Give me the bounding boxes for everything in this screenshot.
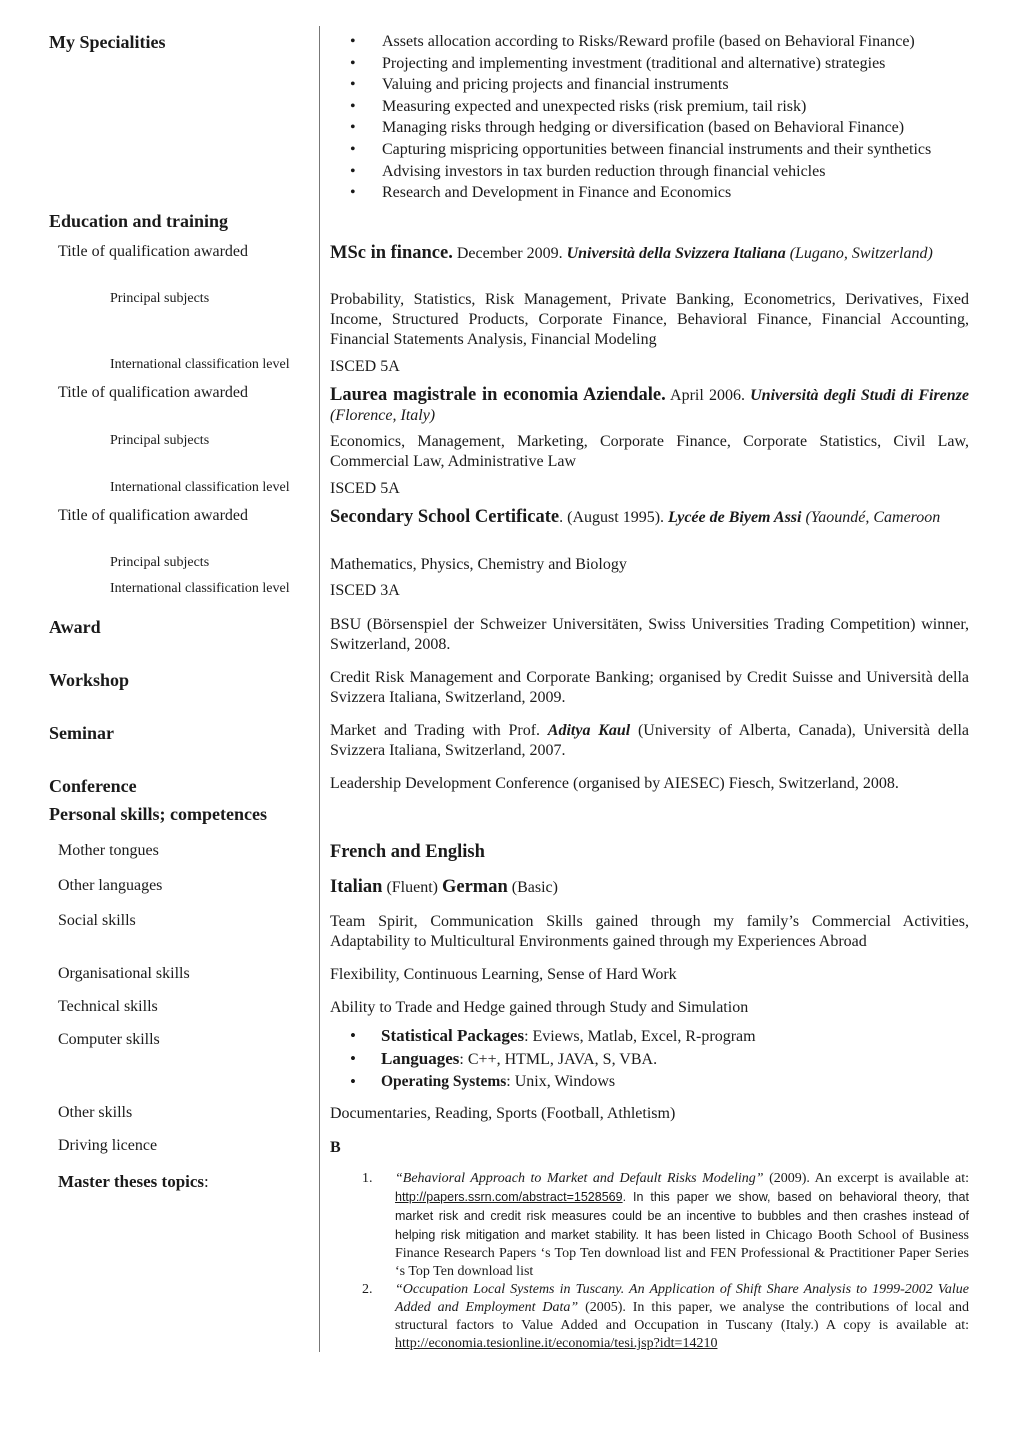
seminar-heading: Seminar — [49, 723, 114, 743]
laurea-level: ISCED 5A — [330, 480, 400, 497]
laurea-degree: Laurea magistrale in economia Aziendale. — [330, 385, 666, 405]
theses-heading-wrap — [58, 1171, 209, 1192]
laurea-place: (Florence, Italy) — [330, 407, 436, 424]
list-item: • Capturing mispricing opportunities between financial instruments and their synthetics — [350, 139, 980, 161]
secondary-subjects: Mathematics, Physics, Chemistry and Biology — [330, 556, 627, 573]
secondary-level-label: International classification level — [110, 581, 290, 596]
msc-title-label: Title of qualification awarded — [58, 243, 249, 260]
msc-level: ISCED 5A — [330, 358, 400, 375]
list-item: • Measuring expected and unexpected risks (risk premium, tail risk) — [350, 96, 980, 118]
msc-school: Università della Svizzera Italiana — [566, 245, 786, 262]
list-item: • Research and Development in Finance and Economics — [350, 182, 980, 204]
msc-date: December 2009. — [452, 245, 567, 262]
award-heading: Award — [49, 617, 101, 637]
msc-subjects-label: Principal subjects — [110, 291, 210, 306]
secondary-date: . (August 1995). — [559, 509, 669, 526]
secondary-place: (Yaoundé, Cameroon — [801, 509, 941, 526]
computer-skills-list — [350, 1025, 970, 1093]
msc-place: (Lugano, Switzerland) — [785, 245, 933, 262]
list-item — [362, 1281, 969, 1353]
list-item — [362, 1170, 969, 1281]
secondary-title-label: Title of qualification awarded — [58, 507, 249, 524]
computer-skill-value: : C++, HTML, JAVA, S, VBA. — [459, 1051, 658, 1068]
organisational-skills-label: Organisational skills — [58, 965, 190, 982]
thesis-description: . In this paper we show, based on behavioral theory, that market risk and credit risk measures could be an incentive to bubbles and then crashes instead of helping risk mitigation and market stability. It has been listed in — [395, 1190, 969, 1242]
education-heading: Education and training — [49, 211, 229, 231]
secondary-level: ISCED 3A — [330, 582, 400, 599]
other-languages — [330, 877, 969, 898]
list-item — [350, 1071, 970, 1093]
language-italian-level: (Fluent) — [382, 879, 442, 896]
secondary-qualification — [330, 507, 969, 528]
technical-skills-label: Technical skills — [58, 998, 158, 1015]
seminar-text-a: Market and Trading with Prof. — [330, 722, 548, 739]
seminar-text-b: (University of Alberta, Canada), Università della Svizzera Italiana, Switzerland, 2007. — [330, 722, 969, 759]
other-skills-label: Other skills — [58, 1104, 133, 1121]
workshop-text: Credit Risk Management and Corporate Banking; organised by Credit Suisse and Università della Svizzera Italiana, Switzerland, 2009. — [330, 669, 969, 706]
theses-heading-colon: : — [204, 1172, 209, 1191]
msc-qualification — [330, 243, 969, 264]
list-item: • Advising investors in tax burden reduction through financial vehicles — [350, 161, 980, 183]
computer-skills-label: Computer skills — [58, 1031, 160, 1048]
computer-skill-name: Statistical Packages — [381, 1026, 525, 1045]
msc-level-label: International classification level — [110, 357, 290, 372]
computer-skill-value: : Unix, Windows — [506, 1073, 616, 1090]
laurea-level-label: International classification level — [110, 480, 290, 495]
laurea-school: Università degli Studi di Firenze — [750, 387, 969, 404]
award-text: BSU (Börsenspiel der Schweizer Universitäten, Swiss Universities Trading Competition) winner, Switzerland, 2008. — [330, 616, 969, 653]
seminar-text — [330, 721, 969, 761]
laurea-qualification — [330, 385, 969, 426]
list-item: • Managing risks through hedging or diversification (based on Behavioral Finance) — [350, 117, 980, 139]
computer-skill-name: Languages — [381, 1049, 460, 1068]
thesis-link[interactable]: http://economia.tesionline.it/economia/tesi.jsp?idt=14210 — [395, 1336, 718, 1351]
theses-list — [362, 1170, 969, 1353]
other-languages-label: Other languages — [58, 877, 163, 894]
language-german: German — [441, 877, 508, 897]
computer-skill-value: : Eviews, Matlab, Excel, R-program — [524, 1028, 756, 1045]
theses-heading: Master theses topics — [58, 1172, 205, 1191]
organisational-skills: Flexibility, Continuous Learning, Sense of Hard Work — [330, 966, 677, 983]
list-item — [350, 1048, 970, 1071]
conference-text: Leadership Development Conference (organised by AIESEC) Fiesch, Switzerland, 2008. — [330, 775, 899, 792]
msc-degree: MSc in finance. — [330, 243, 453, 263]
secondary-degree: Secondary School Certificate — [330, 507, 560, 527]
social-skills: Team Spirit, Communication Skills gained through my family’s Commercial Activities, Adaptability to Multicultural Environments gained through my Experiences Abroad — [330, 913, 969, 950]
laurea-date: April 2006. — [665, 387, 751, 404]
list-item — [350, 1025, 970, 1048]
social-skills-label: Social skills — [58, 912, 136, 929]
thesis-text: (2005). In this paper, we analyse the contributions of local and structural factors to Value Added and Occupation in Tuscany (Italy.) A copy is available at: — [395, 1300, 970, 1333]
laurea-subjects: Economics, Management, Marketing, Corporate Finance, Corporate Statistics, Civil Law, Commercial Law, Administrative Law — [330, 433, 969, 470]
computer-skill-name: Operating Systems — [381, 1073, 507, 1090]
conference-heading: Conference — [49, 776, 137, 796]
thesis-title: “Behavioral Approach to Market and Default Risks Modeling” — [395, 1171, 764, 1186]
workshop-heading: Workshop — [49, 670, 130, 690]
list-item: • Projecting and implementing investment (traditional and alternative) strategies — [350, 53, 980, 75]
technical-skills: Ability to Trade and Hedge gained through Study and Simulation — [330, 999, 749, 1016]
driving-licence: B — [330, 1139, 341, 1156]
laurea-title-label: Title of qualification awarded — [58, 384, 249, 401]
laurea-subjects-label: Principal subjects — [110, 433, 210, 448]
specialities-list — [350, 31, 980, 204]
thesis-text-b: Chicago Booth School of Business Finance Research Papers ‘s Top Ten download list and FEN Professional & Practitioner Paper Series ‘s Top Ten download list — [395, 1228, 969, 1279]
mother-tongues-label: Mother tongues — [58, 842, 159, 859]
list-item: • Valuing and pricing projects and financial instruments — [350, 74, 980, 96]
secondary-school: Lycée de Biyem Assi — [668, 509, 802, 526]
mother-tongues: French and English — [330, 842, 485, 862]
column-divider — [319, 26, 320, 1352]
thesis-title: “Occupation Local Systems in Tuscany. An Application of Shift Share Analysis to 1999-2002 Value Added and Employment Data” — [395, 1282, 969, 1315]
skills-heading: Personal skills; competences — [49, 804, 267, 824]
driving-licence-label: Driving licence — [58, 1137, 158, 1154]
list-item: • Assets allocation according to Risks/Reward profile (based on Behavioral Finance) — [350, 31, 980, 53]
specialities-heading: My Specialities — [49, 32, 166, 52]
other-skills: Documentaries, Reading, Sports (Football, Athletism) — [330, 1105, 676, 1122]
secondary-subjects-label: Principal subjects — [110, 555, 210, 570]
thesis-link[interactable]: http://papers.ssrn.com/abstract=1528569 — [395, 1190, 623, 1204]
seminar-person: Aditya Kaul — [547, 722, 631, 739]
thesis-number: 1. — [362, 1171, 373, 1186]
language-italian: Italian — [330, 877, 383, 897]
thesis-number: 2. — [362, 1282, 373, 1297]
language-german-level: (Basic) — [507, 879, 558, 896]
thesis-text: (2009). An excerpt is available at: — [763, 1171, 969, 1186]
msc-subjects: Probability, Statistics, Risk Management, Private Banking, Econometrics, Derivatives, Fixed Income, Structured Products, Corporate Finance, Behavioral Finance, Financial Accounting, Financial Statements Analysis, Financial Modeling — [330, 291, 969, 348]
